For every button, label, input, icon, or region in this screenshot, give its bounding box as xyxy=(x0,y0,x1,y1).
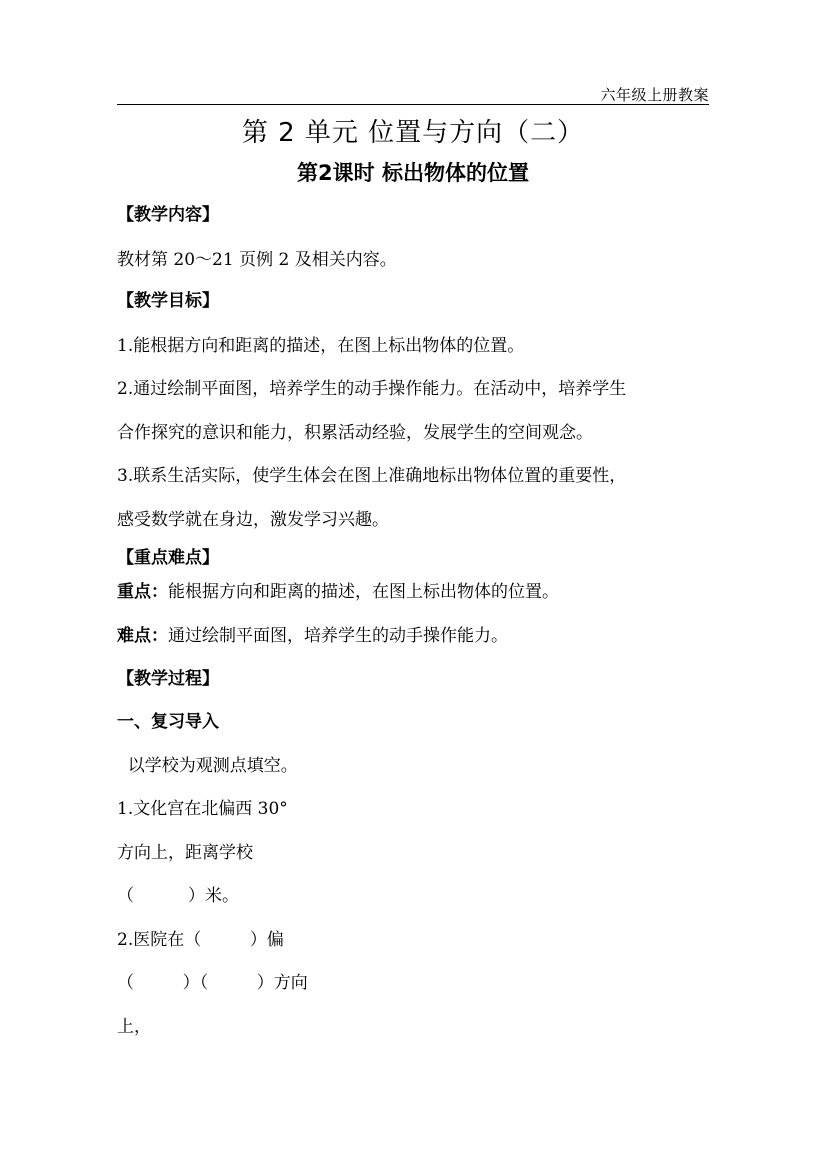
process-line: 方向上，距离学校 xyxy=(117,843,253,863)
process-line: 以学校为观测点填空。 xyxy=(117,756,298,776)
process-line: 上， xyxy=(117,1017,151,1037)
process-line: （ ）（ ）方向 xyxy=(117,973,308,993)
goal-line: 1.能根据方向和距离的描述，在图上标出物体的位置。 xyxy=(117,336,525,356)
goal-line: 2.通过绘制平面图，培养学生的动手操作能力。在活动中，培养学生 xyxy=(117,379,627,399)
difficulty-text: 通过绘制平面图，培养学生的动手操作能力。 xyxy=(168,626,508,646)
difficulty-label: 难点： xyxy=(117,626,168,646)
header-divider xyxy=(117,104,709,105)
goal-line: 3.联系生活实际，使学生体会在图上准确地标出物体位置的重要性， xyxy=(117,466,627,486)
difficulty-line xyxy=(117,625,717,647)
focus-label: 重点： xyxy=(117,582,168,602)
focus-line xyxy=(117,581,717,603)
key-points-heading: 【重点难点】 xyxy=(117,548,219,568)
page-title: 第 2 单元 位置与方向（二） xyxy=(241,118,585,148)
step1-heading: 一、复习导入 xyxy=(117,712,219,732)
content-heading: 【教学内容】 xyxy=(117,205,219,225)
focus-text: 能根据方向和距离的描述，在图上标出物体的位置。 xyxy=(168,582,559,602)
header-label: 六年级上册教案 xyxy=(600,86,709,104)
content-text: 教材第 20～21 页例 2 及相关内容。 xyxy=(117,250,397,270)
goal-line: 合作探究的意识和能力，积累活动经验，发展学生的空间观念。 xyxy=(117,423,593,443)
process-line: （ ）米。 xyxy=(117,886,240,906)
process-line: 2.医院在（ ）偏 xyxy=(117,930,284,950)
goal-line: 感受数学就在身边，激发学习兴趣。 xyxy=(117,510,389,530)
goals-heading: 【教学目标】 xyxy=(117,291,219,311)
process-line: 1.文化宫在北偏西 30° xyxy=(117,799,288,819)
lesson-subtitle: 第2课时 标出物体的位置 xyxy=(297,161,529,185)
process-heading: 【教学过程】 xyxy=(117,669,219,689)
